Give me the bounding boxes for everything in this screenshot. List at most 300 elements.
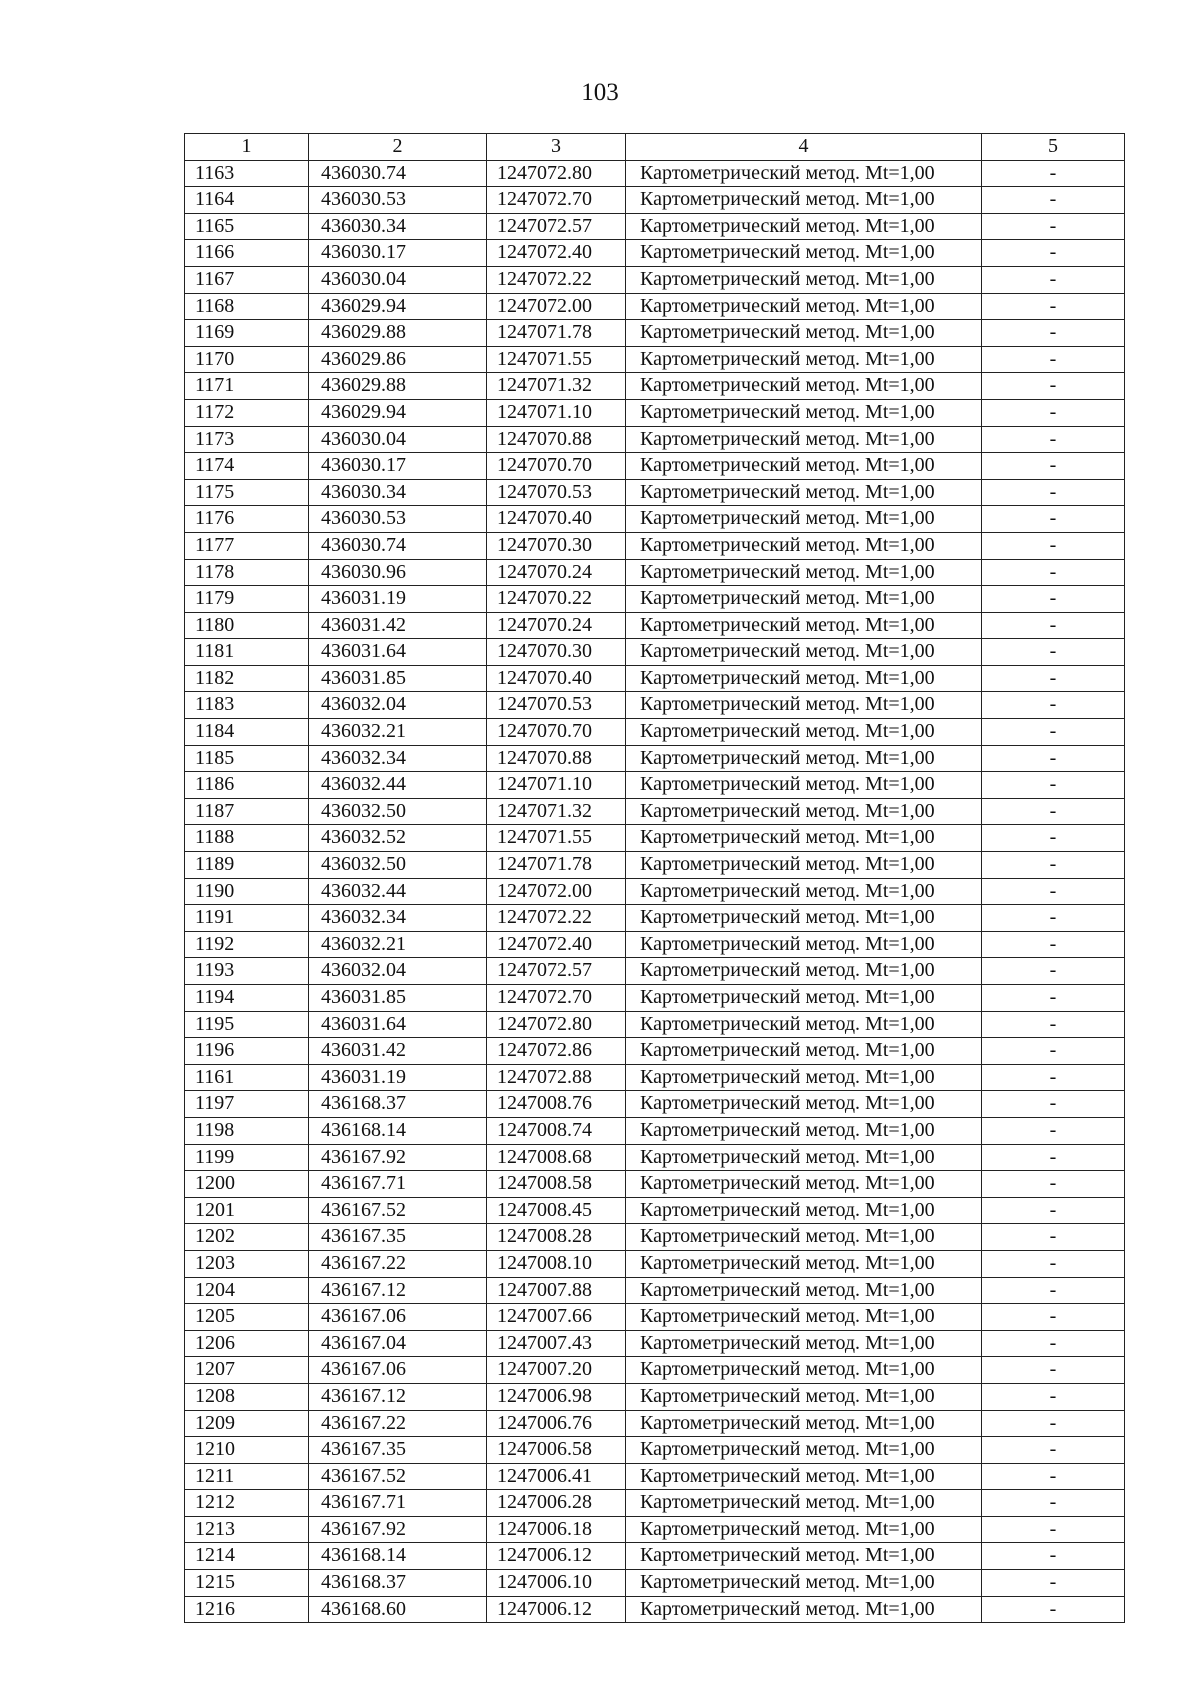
point-number-cell: 1199 bbox=[185, 1144, 309, 1171]
note-cell: - bbox=[982, 665, 1125, 692]
x-coordinate-cell: 436167.04 bbox=[309, 1330, 487, 1357]
table-row bbox=[185, 1410, 1125, 1437]
x-coordinate-cell: 436029.94 bbox=[309, 399, 487, 426]
table-row bbox=[185, 1277, 1125, 1304]
x-coordinate-cell: 436032.21 bbox=[309, 931, 487, 958]
note-cell: - bbox=[982, 612, 1125, 639]
point-number-cell: 1201 bbox=[185, 1197, 309, 1224]
y-coordinate-cell: 1247072.22 bbox=[487, 266, 626, 293]
point-number-cell: 1190 bbox=[185, 878, 309, 905]
x-coordinate-cell: 436167.12 bbox=[309, 1277, 487, 1304]
method-cell: Картометрический метод. Mt=1,00 bbox=[626, 1570, 982, 1597]
point-number-cell: 1182 bbox=[185, 665, 309, 692]
note-cell: - bbox=[982, 1171, 1125, 1198]
table-row bbox=[185, 1197, 1125, 1224]
method-cell: Картометрический метод. Mt=1,00 bbox=[626, 1091, 982, 1118]
x-coordinate-cell: 436030.74 bbox=[309, 160, 487, 187]
x-coordinate-cell: 436031.64 bbox=[309, 1011, 487, 1038]
method-cell: Картометрический метод. Mt=1,00 bbox=[626, 586, 982, 613]
x-coordinate-cell: 436029.94 bbox=[309, 293, 487, 320]
x-coordinate-cell: 436167.52 bbox=[309, 1463, 487, 1490]
x-coordinate-cell: 436168.37 bbox=[309, 1091, 487, 1118]
x-coordinate-cell: 436030.17 bbox=[309, 240, 487, 267]
table-row bbox=[185, 1117, 1125, 1144]
x-coordinate-cell: 436032.34 bbox=[309, 905, 487, 932]
table-row bbox=[185, 320, 1125, 347]
method-cell: Картометрический метод. Mt=1,00 bbox=[626, 1543, 982, 1570]
method-cell: Картометрический метод. Mt=1,00 bbox=[626, 878, 982, 905]
note-cell: - bbox=[982, 1224, 1125, 1251]
table-row bbox=[185, 1543, 1125, 1570]
point-number-cell: 1214 bbox=[185, 1543, 309, 1570]
x-coordinate-cell: 436030.04 bbox=[309, 266, 487, 293]
y-coordinate-cell: 1247008.10 bbox=[487, 1250, 626, 1277]
header-row bbox=[185, 134, 1125, 161]
method-cell: Картометрический метод. Mt=1,00 bbox=[626, 506, 982, 533]
y-coordinate-cell: 1247072.80 bbox=[487, 1011, 626, 1038]
y-coordinate-cell: 1247072.86 bbox=[487, 1038, 626, 1065]
y-coordinate-cell: 1247072.22 bbox=[487, 905, 626, 932]
x-coordinate-cell: 436031.19 bbox=[309, 1064, 487, 1091]
table-row bbox=[185, 1357, 1125, 1384]
note-cell: - bbox=[982, 373, 1125, 400]
point-number-cell: 1189 bbox=[185, 852, 309, 879]
x-coordinate-cell: 436168.37 bbox=[309, 1570, 487, 1597]
x-coordinate-cell: 436030.17 bbox=[309, 453, 487, 480]
point-number-cell: 1175 bbox=[185, 479, 309, 506]
point-number-cell: 1161 bbox=[185, 1064, 309, 1091]
table-row bbox=[185, 798, 1125, 825]
method-cell: Картометрический метод. Mt=1,00 bbox=[626, 187, 982, 214]
note-cell: - bbox=[982, 532, 1125, 559]
method-cell: Картометрический метод. Mt=1,00 bbox=[626, 1410, 982, 1437]
table-row bbox=[185, 958, 1125, 985]
point-number-cell: 1211 bbox=[185, 1463, 309, 1490]
y-coordinate-cell: 1247072.00 bbox=[487, 878, 626, 905]
y-coordinate-cell: 1247070.30 bbox=[487, 532, 626, 559]
note-cell: - bbox=[982, 639, 1125, 666]
method-cell: Картометрический метод. Mt=1,00 bbox=[626, 160, 982, 187]
table-row bbox=[185, 399, 1125, 426]
x-coordinate-cell: 436167.35 bbox=[309, 1437, 487, 1464]
method-cell: Картометрический метод. Mt=1,00 bbox=[626, 346, 982, 373]
note-cell: - bbox=[982, 1091, 1125, 1118]
method-cell: Картометрический метод. Mt=1,00 bbox=[626, 293, 982, 320]
x-coordinate-cell: 436032.04 bbox=[309, 958, 487, 985]
method-cell: Картометрический метод. Mt=1,00 bbox=[626, 1330, 982, 1357]
note-cell: - bbox=[982, 586, 1125, 613]
table-row bbox=[185, 1011, 1125, 1038]
table-row bbox=[185, 213, 1125, 240]
x-coordinate-cell: 436167.71 bbox=[309, 1490, 487, 1517]
method-cell: Картометрический метод. Mt=1,00 bbox=[626, 1516, 982, 1543]
x-coordinate-cell: 436167.92 bbox=[309, 1144, 487, 1171]
x-coordinate-cell: 436167.06 bbox=[309, 1357, 487, 1384]
y-coordinate-cell: 1247072.57 bbox=[487, 958, 626, 985]
method-cell: Картометрический метод. Mt=1,00 bbox=[626, 1117, 982, 1144]
point-number-cell: 1212 bbox=[185, 1490, 309, 1517]
note-cell: - bbox=[982, 1117, 1125, 1144]
y-coordinate-cell: 1247006.58 bbox=[487, 1437, 626, 1464]
column-header: 1 bbox=[185, 134, 309, 161]
table-row bbox=[185, 878, 1125, 905]
point-number-cell: 1191 bbox=[185, 905, 309, 932]
method-cell: Картометрический метод. Mt=1,00 bbox=[626, 931, 982, 958]
point-number-cell: 1164 bbox=[185, 187, 309, 214]
y-coordinate-cell: 1247072.88 bbox=[487, 1064, 626, 1091]
method-cell: Картометрический метод. Mt=1,00 bbox=[626, 665, 982, 692]
table-row bbox=[185, 692, 1125, 719]
x-coordinate-cell: 436167.52 bbox=[309, 1197, 487, 1224]
y-coordinate-cell: 1247072.80 bbox=[487, 160, 626, 187]
point-number-cell: 1207 bbox=[185, 1357, 309, 1384]
note-cell: - bbox=[982, 772, 1125, 799]
note-cell: - bbox=[982, 426, 1125, 453]
x-coordinate-cell: 436032.44 bbox=[309, 878, 487, 905]
method-cell: Картометрический метод. Mt=1,00 bbox=[626, 1437, 982, 1464]
method-cell: Картометрический метод. Mt=1,00 bbox=[626, 1038, 982, 1065]
note-cell: - bbox=[982, 931, 1125, 958]
method-cell: Картометрический метод. Mt=1,00 bbox=[626, 1357, 982, 1384]
y-coordinate-cell: 1247071.32 bbox=[487, 373, 626, 400]
method-cell: Картометрический метод. Mt=1,00 bbox=[626, 373, 982, 400]
x-coordinate-cell: 436032.44 bbox=[309, 772, 487, 799]
y-coordinate-cell: 1247070.53 bbox=[487, 692, 626, 719]
note-cell: - bbox=[982, 692, 1125, 719]
point-number-cell: 1169 bbox=[185, 320, 309, 347]
table-row bbox=[185, 240, 1125, 267]
point-number-cell: 1174 bbox=[185, 453, 309, 480]
method-cell: Картометрический метод. Mt=1,00 bbox=[626, 1277, 982, 1304]
y-coordinate-cell: 1247006.28 bbox=[487, 1490, 626, 1517]
note-cell: - bbox=[982, 958, 1125, 985]
x-coordinate-cell: 436030.34 bbox=[309, 479, 487, 506]
x-coordinate-cell: 436029.86 bbox=[309, 346, 487, 373]
y-coordinate-cell: 1247006.12 bbox=[487, 1596, 626, 1623]
y-coordinate-cell: 1247007.43 bbox=[487, 1330, 626, 1357]
table-row bbox=[185, 905, 1125, 932]
x-coordinate-cell: 436030.96 bbox=[309, 559, 487, 586]
x-coordinate-cell: 436032.34 bbox=[309, 745, 487, 772]
y-coordinate-cell: 1247070.70 bbox=[487, 453, 626, 480]
table-row bbox=[185, 426, 1125, 453]
x-coordinate-cell: 436030.34 bbox=[309, 213, 487, 240]
point-number-cell: 1200 bbox=[185, 1171, 309, 1198]
point-number-cell: 1178 bbox=[185, 559, 309, 586]
point-number-cell: 1173 bbox=[185, 426, 309, 453]
table-row bbox=[185, 293, 1125, 320]
note-cell: - bbox=[982, 320, 1125, 347]
note-cell: - bbox=[982, 453, 1125, 480]
x-coordinate-cell: 436029.88 bbox=[309, 373, 487, 400]
column-header: 4 bbox=[626, 134, 982, 161]
note-cell: - bbox=[982, 240, 1125, 267]
table-row bbox=[185, 639, 1125, 666]
method-cell: Картометрический метод. Mt=1,00 bbox=[626, 1171, 982, 1198]
note-cell: - bbox=[982, 293, 1125, 320]
y-coordinate-cell: 1247071.10 bbox=[487, 399, 626, 426]
method-cell: Картометрический метод. Mt=1,00 bbox=[626, 453, 982, 480]
y-coordinate-cell: 1247071.32 bbox=[487, 798, 626, 825]
method-cell: Картометрический метод. Mt=1,00 bbox=[626, 320, 982, 347]
x-coordinate-cell: 436168.14 bbox=[309, 1117, 487, 1144]
note-cell: - bbox=[982, 479, 1125, 506]
point-number-cell: 1167 bbox=[185, 266, 309, 293]
y-coordinate-cell: 1247006.10 bbox=[487, 1570, 626, 1597]
method-cell: Картометрический метод. Mt=1,00 bbox=[626, 985, 982, 1012]
table-row bbox=[185, 1463, 1125, 1490]
table-row bbox=[185, 1330, 1125, 1357]
note-cell: - bbox=[982, 1250, 1125, 1277]
point-number-cell: 1180 bbox=[185, 612, 309, 639]
point-number-cell: 1204 bbox=[185, 1277, 309, 1304]
x-coordinate-cell: 436032.50 bbox=[309, 798, 487, 825]
method-cell: Картометрический метод. Mt=1,00 bbox=[626, 958, 982, 985]
table-row bbox=[185, 825, 1125, 852]
table-row bbox=[185, 931, 1125, 958]
method-cell: Картометрический метод. Mt=1,00 bbox=[626, 825, 982, 852]
x-coordinate-cell: 436167.71 bbox=[309, 1171, 487, 1198]
y-coordinate-cell: 1247007.66 bbox=[487, 1304, 626, 1331]
y-coordinate-cell: 1247070.22 bbox=[487, 586, 626, 613]
table-row bbox=[185, 1304, 1125, 1331]
x-coordinate-cell: 436031.85 bbox=[309, 665, 487, 692]
table-row bbox=[185, 1570, 1125, 1597]
coordinates-table bbox=[184, 133, 1125, 1623]
note-cell: - bbox=[982, 213, 1125, 240]
y-coordinate-cell: 1247007.20 bbox=[487, 1357, 626, 1384]
point-number-cell: 1196 bbox=[185, 1038, 309, 1065]
table-row bbox=[185, 453, 1125, 480]
x-coordinate-cell: 436168.60 bbox=[309, 1596, 487, 1623]
x-coordinate-cell: 436032.52 bbox=[309, 825, 487, 852]
y-coordinate-cell: 1247008.28 bbox=[487, 1224, 626, 1251]
note-cell: - bbox=[982, 1038, 1125, 1065]
note-cell: - bbox=[982, 825, 1125, 852]
table-row bbox=[185, 1383, 1125, 1410]
method-cell: Картометрический метод. Mt=1,00 bbox=[626, 1250, 982, 1277]
point-number-cell: 1213 bbox=[185, 1516, 309, 1543]
point-number-cell: 1185 bbox=[185, 745, 309, 772]
point-number-cell: 1176 bbox=[185, 506, 309, 533]
point-number-cell: 1171 bbox=[185, 373, 309, 400]
note-cell: - bbox=[982, 1383, 1125, 1410]
method-cell: Картометрический метод. Mt=1,00 bbox=[626, 852, 982, 879]
table-row bbox=[185, 506, 1125, 533]
table-row bbox=[185, 1038, 1125, 1065]
method-cell: Картометрический метод. Mt=1,00 bbox=[626, 905, 982, 932]
note-cell: - bbox=[982, 1463, 1125, 1490]
y-coordinate-cell: 1247070.53 bbox=[487, 479, 626, 506]
table-row bbox=[185, 665, 1125, 692]
point-number-cell: 1206 bbox=[185, 1330, 309, 1357]
point-number-cell: 1192 bbox=[185, 931, 309, 958]
table-row bbox=[185, 1437, 1125, 1464]
table-row bbox=[185, 532, 1125, 559]
y-coordinate-cell: 1247071.78 bbox=[487, 320, 626, 347]
note-cell: - bbox=[982, 1596, 1125, 1623]
x-coordinate-cell: 436167.22 bbox=[309, 1250, 487, 1277]
y-coordinate-cell: 1247006.12 bbox=[487, 1543, 626, 1570]
table-row bbox=[185, 1596, 1125, 1623]
method-cell: Картометрический метод. Mt=1,00 bbox=[626, 639, 982, 666]
note-cell: - bbox=[982, 852, 1125, 879]
method-cell: Картометрический метод. Mt=1,00 bbox=[626, 399, 982, 426]
y-coordinate-cell: 1247072.70 bbox=[487, 187, 626, 214]
note-cell: - bbox=[982, 1516, 1125, 1543]
x-coordinate-cell: 436168.14 bbox=[309, 1543, 487, 1570]
method-cell: Картометрический метод. Mt=1,00 bbox=[626, 1011, 982, 1038]
y-coordinate-cell: 1247070.70 bbox=[487, 719, 626, 746]
method-cell: Картометрический метод. Mt=1,00 bbox=[626, 479, 982, 506]
method-cell: Картометрический метод. Mt=1,00 bbox=[626, 772, 982, 799]
x-coordinate-cell: 436029.88 bbox=[309, 320, 487, 347]
x-coordinate-cell: 436167.35 bbox=[309, 1224, 487, 1251]
note-cell: - bbox=[982, 399, 1125, 426]
method-cell: Картометрический метод. Mt=1,00 bbox=[626, 1383, 982, 1410]
y-coordinate-cell: 1247008.76 bbox=[487, 1091, 626, 1118]
table-row bbox=[185, 187, 1125, 214]
method-cell: Картометрический метод. Mt=1,00 bbox=[626, 426, 982, 453]
table-row bbox=[185, 745, 1125, 772]
x-coordinate-cell: 436031.64 bbox=[309, 639, 487, 666]
table-row bbox=[185, 1516, 1125, 1543]
x-coordinate-cell: 436167.22 bbox=[309, 1410, 487, 1437]
method-cell: Картометрический метод. Mt=1,00 bbox=[626, 532, 982, 559]
note-cell: - bbox=[982, 719, 1125, 746]
note-cell: - bbox=[982, 187, 1125, 214]
point-number-cell: 1209 bbox=[185, 1410, 309, 1437]
note-cell: - bbox=[982, 905, 1125, 932]
point-number-cell: 1205 bbox=[185, 1304, 309, 1331]
point-number-cell: 1183 bbox=[185, 692, 309, 719]
y-coordinate-cell: 1247070.88 bbox=[487, 426, 626, 453]
note-cell: - bbox=[982, 1437, 1125, 1464]
note-cell: - bbox=[982, 346, 1125, 373]
method-cell: Картометрический метод. Mt=1,00 bbox=[626, 1197, 982, 1224]
x-coordinate-cell: 436031.42 bbox=[309, 612, 487, 639]
point-number-cell: 1194 bbox=[185, 985, 309, 1012]
note-cell: - bbox=[982, 1543, 1125, 1570]
point-number-cell: 1188 bbox=[185, 825, 309, 852]
table-row bbox=[185, 719, 1125, 746]
point-number-cell: 1166 bbox=[185, 240, 309, 267]
column-header: 5 bbox=[982, 134, 1125, 161]
note-cell: - bbox=[982, 985, 1125, 1012]
note-cell: - bbox=[982, 1277, 1125, 1304]
note-cell: - bbox=[982, 798, 1125, 825]
table-row bbox=[185, 985, 1125, 1012]
x-coordinate-cell: 436032.21 bbox=[309, 719, 487, 746]
table-row bbox=[185, 559, 1125, 586]
note-cell: - bbox=[982, 1357, 1125, 1384]
y-coordinate-cell: 1247072.00 bbox=[487, 293, 626, 320]
note-cell: - bbox=[982, 1144, 1125, 1171]
point-number-cell: 1202 bbox=[185, 1224, 309, 1251]
method-cell: Картометрический метод. Mt=1,00 bbox=[626, 692, 982, 719]
table-row bbox=[185, 1171, 1125, 1198]
note-cell: - bbox=[982, 1570, 1125, 1597]
method-cell: Картометрический метод. Mt=1,00 bbox=[626, 1490, 982, 1517]
y-coordinate-cell: 1247007.88 bbox=[487, 1277, 626, 1304]
table-row bbox=[185, 772, 1125, 799]
point-number-cell: 1216 bbox=[185, 1596, 309, 1623]
note-cell: - bbox=[982, 160, 1125, 187]
point-number-cell: 1172 bbox=[185, 399, 309, 426]
note-cell: - bbox=[982, 506, 1125, 533]
y-coordinate-cell: 1247071.55 bbox=[487, 346, 626, 373]
point-number-cell: 1195 bbox=[185, 1011, 309, 1038]
method-cell: Картометрический метод. Mt=1,00 bbox=[626, 1304, 982, 1331]
table-header bbox=[185, 134, 1125, 161]
method-cell: Картометрический метод. Mt=1,00 bbox=[626, 1224, 982, 1251]
point-number-cell: 1168 bbox=[185, 293, 309, 320]
point-number-cell: 1165 bbox=[185, 213, 309, 240]
point-number-cell: 1187 bbox=[185, 798, 309, 825]
point-number-cell: 1208 bbox=[185, 1383, 309, 1410]
table-row bbox=[185, 1224, 1125, 1251]
x-coordinate-cell: 436167.06 bbox=[309, 1304, 487, 1331]
y-coordinate-cell: 1247072.70 bbox=[487, 985, 626, 1012]
point-number-cell: 1177 bbox=[185, 532, 309, 559]
method-cell: Картометрический метод. Mt=1,00 bbox=[626, 559, 982, 586]
point-number-cell: 1179 bbox=[185, 586, 309, 613]
method-cell: Картометрический метод. Mt=1,00 bbox=[626, 213, 982, 240]
y-coordinate-cell: 1247072.57 bbox=[487, 213, 626, 240]
x-coordinate-cell: 436030.53 bbox=[309, 506, 487, 533]
note-cell: - bbox=[982, 559, 1125, 586]
column-header: 3 bbox=[487, 134, 626, 161]
point-number-cell: 1198 bbox=[185, 1117, 309, 1144]
y-coordinate-cell: 1247008.74 bbox=[487, 1117, 626, 1144]
table-row bbox=[185, 586, 1125, 613]
note-cell: - bbox=[982, 1064, 1125, 1091]
y-coordinate-cell: 1247071.10 bbox=[487, 772, 626, 799]
point-number-cell: 1203 bbox=[185, 1250, 309, 1277]
table-row bbox=[185, 266, 1125, 293]
note-cell: - bbox=[982, 1011, 1125, 1038]
x-coordinate-cell: 436031.42 bbox=[309, 1038, 487, 1065]
column-header: 2 bbox=[309, 134, 487, 161]
y-coordinate-cell: 1247070.30 bbox=[487, 639, 626, 666]
point-number-cell: 1181 bbox=[185, 639, 309, 666]
point-number-cell: 1163 bbox=[185, 160, 309, 187]
method-cell: Картометрический метод. Mt=1,00 bbox=[626, 612, 982, 639]
note-cell: - bbox=[982, 1330, 1125, 1357]
note-cell: - bbox=[982, 1197, 1125, 1224]
y-coordinate-cell: 1247072.40 bbox=[487, 240, 626, 267]
table-row bbox=[185, 479, 1125, 506]
point-number-cell: 1184 bbox=[185, 719, 309, 746]
method-cell: Картометрический метод. Mt=1,00 bbox=[626, 1144, 982, 1171]
y-coordinate-cell: 1247008.45 bbox=[487, 1197, 626, 1224]
x-coordinate-cell: 436031.19 bbox=[309, 586, 487, 613]
y-coordinate-cell: 1247071.55 bbox=[487, 825, 626, 852]
table-row bbox=[185, 346, 1125, 373]
y-coordinate-cell: 1247008.68 bbox=[487, 1144, 626, 1171]
x-coordinate-cell: 436032.04 bbox=[309, 692, 487, 719]
table-row bbox=[185, 160, 1125, 187]
x-coordinate-cell: 436167.92 bbox=[309, 1516, 487, 1543]
point-number-cell: 1215 bbox=[185, 1570, 309, 1597]
x-coordinate-cell: 436167.12 bbox=[309, 1383, 487, 1410]
table-row bbox=[185, 1091, 1125, 1118]
y-coordinate-cell: 1247070.40 bbox=[487, 665, 626, 692]
note-cell: - bbox=[982, 1304, 1125, 1331]
point-number-cell: 1197 bbox=[185, 1091, 309, 1118]
note-cell: - bbox=[982, 1410, 1125, 1437]
y-coordinate-cell: 1247070.40 bbox=[487, 506, 626, 533]
